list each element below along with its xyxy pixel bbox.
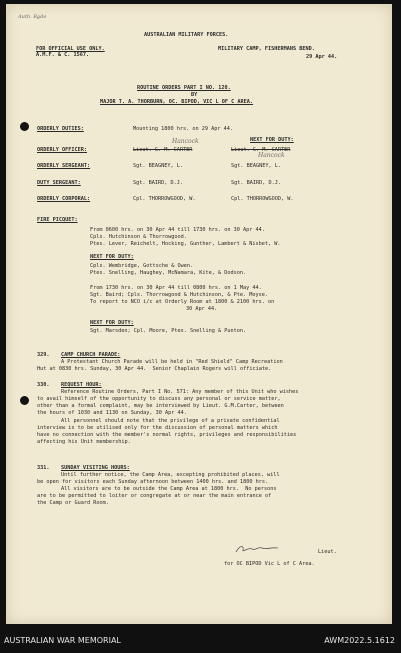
item-330-heading: REQUEST HOUR: (61, 382, 102, 388)
item-331-l3: All visitors are to be outside the Camp Area at 1800 hrs. No persons (61, 486, 277, 492)
duty-value-3: Sgt. BAIRD, D.J. (133, 180, 183, 186)
item-330-l8: affecting his Unit membership. (37, 439, 131, 445)
item-331-l1: Until further notice, the Camp Area, excepting prohibited places, will (61, 472, 280, 478)
handwritten-note: Auth. Bgde (18, 14, 47, 20)
org-heading: AUSTRALIAN MILITARY FORCES. (144, 32, 229, 38)
item-329-heading: CAMP CHURCH PARADE: (61, 352, 121, 358)
item-331-l4: are to be permitted to loiter or congregate at or near the main entrance of (37, 493, 272, 499)
fire-n1-l1: Cpls. Wembridge, Gottsche & Owen. (90, 263, 194, 269)
duty-next-4: Cpl. THORROWGOOD, W. (231, 196, 294, 202)
fire-n2-l1: Sgt. Marsden; Cpl. Moore, Ptes. Snelling & Punton. (90, 328, 247, 334)
duty-value-0: Mounting 1800 hrs. on 29 Apr 44. (133, 126, 233, 132)
item-330-number: 330. (37, 382, 50, 388)
duty-value-4: Cpl. THORROWGOOD, W. (133, 196, 196, 202)
item-329-number: 329. (37, 352, 50, 358)
classification: FOR OFFICIAL USE ONLY. (36, 46, 105, 52)
title-line2: BY (191, 92, 198, 98)
item-331-heading: SUNDAY VISITING HOURS: (61, 465, 130, 471)
duty-next-1: Lieut. G. M. CARTER (231, 147, 291, 153)
footer-institution: AUSTRALIAN WAR MEMORIAL (4, 636, 121, 645)
signature-for: for OC BIPOD Vic L of C Area. (224, 561, 315, 567)
item-330-l1: Reference Routine Orders, Part I No. 571: Any member of this Unit who wishes (61, 389, 299, 395)
fire-next1-heading: NEXT FOR DUTY: (90, 254, 134, 260)
fire-picquet-heading: FIRE PICQUET: (37, 217, 78, 223)
handwritten-hancock-1: Hancock (172, 138, 199, 145)
fire-p2-l1: From 1730 hrs. on 30 Apr 44 till 0800 hrs. on 1 May 44. (90, 285, 262, 291)
next-for-duty-heading: NEXT FOR DUTY: (250, 137, 294, 143)
fire-p1-l1: From 0600 hrs. on 30 Apr 44 till 1730 hrs. on 30 Apr 44. (90, 227, 265, 233)
duty-value-2: Sgt. BEAGNEY, L. (133, 163, 183, 169)
duty-value-1: Lieut. G. M. CARTER (133, 147, 193, 153)
duty-label-3: DUTY SERGEANT: (37, 180, 81, 186)
document-page (6, 4, 392, 624)
fire-p2-l3: To report to NCO i/c at Orderly Room at 1800 & 2100 hrs. on (90, 299, 275, 305)
fire-p2-l4: 30 Apr 44. (186, 306, 218, 312)
title-line1: ROUTINE ORDERS PART I NO. 120. (137, 85, 231, 91)
signature-scribble (234, 543, 280, 555)
item-330-l4: the hours of 1030 and 1130 on Sunday, 30 Apr 44. (37, 410, 187, 416)
item-331-number: 331. (37, 465, 50, 471)
item-330-l6: interview is to be utilised only for the discussion of personal matters which (37, 425, 278, 431)
punch-hole-top (20, 122, 29, 131)
footer-accession: AWM2022.5.1612 (324, 636, 395, 645)
date: 29 Apr 44. (306, 54, 338, 60)
item-331-l2: be open for visitors each Sunday afternoon between 1400 hrs. and 1800 hrs. (37, 479, 269, 485)
duty-label-1: ORDERLY OFFICER: (37, 147, 87, 153)
fire-n1-l2: Ptes. Snelling, Haughey, McNamara, Kite, & Dodson. (90, 270, 247, 276)
handwritten-hancock-2: Hancock (258, 152, 285, 159)
item-330-l3: other than a formal complaint, may be interviewed by Lieut. G.M.Carter, between (37, 403, 284, 409)
fire-p1-l2: Cpls. Hutchinson & Thorrowgood. (90, 234, 187, 240)
fire-p2-l2: Sgt. Baird; Cpls. Thorrowgood & Hutchinson, & Pte. Moyse. (90, 292, 269, 298)
item-330-l5: All personnel should note that the privilege of a private confidential (61, 418, 280, 424)
duty-next-3: Sgt. BAIRD, D.J. (231, 180, 281, 186)
fire-p1-l3: Ptes. Lever, Reichelt, Hocking, Gunther, Lambert & Nisbet, W. (90, 241, 281, 247)
form-ref: A.M.F. & C. 1567. (36, 52, 90, 58)
duty-next-2: Sgt. BEAGNEY, L. (231, 163, 281, 169)
location: MILITARY CAMP, FISHERMANS BEND. (218, 46, 315, 52)
item-329-l2: Hut at 0830 hrs. Sunday, 30 Apr 44. Senior Chaplain Rogers will officiate. (37, 366, 272, 372)
punch-hole-bottom (20, 396, 29, 405)
duty-label-4: ORDERLY CORPORAL: (37, 196, 91, 202)
title-line3: MAJOR T. A. THORBURN, OC. BIPOD, VIC L OF C AREA. (100, 99, 254, 105)
item-331-l5: the Camp or Guard Room. (37, 500, 109, 506)
fire-next2-heading: NEXT FOR DUTY: (90, 320, 134, 326)
item-329-l1: A Protestant Church Parade will be held in "Red Shield" Camp Recreation (61, 359, 283, 365)
duty-label-2: ORDERLY SERGEANT: (37, 163, 91, 169)
item-330-l7: have no connection with the member's normal rights, privileges and responsibilities (37, 432, 297, 438)
signature-title: Lieut. (318, 549, 337, 555)
archive-footer (0, 624, 401, 653)
item-330-l2: to avail himself of the opportunity to discuss any personal or service matter, (37, 396, 281, 402)
duty-label-0: ORDERLY DUTIES: (37, 126, 84, 132)
